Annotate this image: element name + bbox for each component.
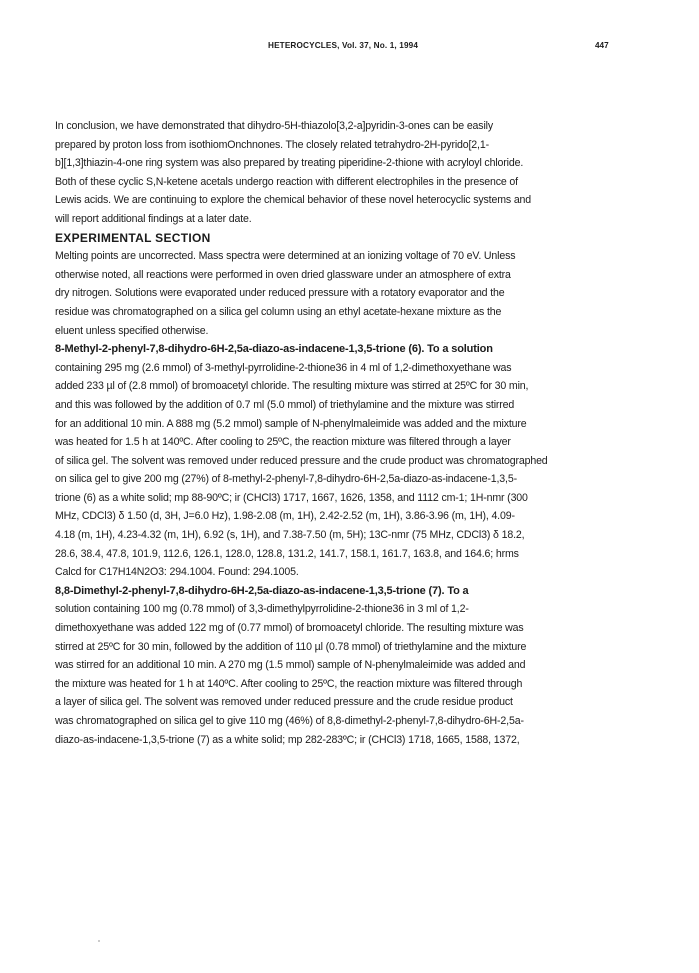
text-line: diazo-as-indacene-1,3,5-trione (7) as a white solid; mp 282-283ºC; ir (CHCl3) 1718, 1665, 1588, 1372,: [55, 733, 520, 746]
text-line: stirred at 25ºC for 30 min, followed by the addition of 110 µl (0.78 mmol) of triethylamine and the mixture: [55, 640, 527, 653]
text-line: Lewis acids. We are continuing to explore the chemical behavior of these novel heterocyclic systems and: [55, 194, 532, 207]
text-line: was chromatographed on silica gel to give 110 mg (46%) of 8,8-dimethyl-2-phenyl-7,8-dihydro-6H-2,5a-: [55, 715, 524, 727]
text-line: In conclusion, we have demonstrated that dihydro-5H-thiazolo[3,2-a]pyridin-3-ones can be easily: [55, 120, 494, 132]
text-line: of silica gel. The solvent was removed under reduced pressure and the crude product was chromatographed: [55, 454, 548, 467]
compound-7-title-line: 8,8-Dimethyl-2-phenyl-7,8-dihydro-6H-2,5a-diazo-as-indacene-1,3,5-trione (7). To a: [55, 584, 469, 597]
text-line: for an additional 10 min. A 888 mg (5.2 mmol) sample of N-phenylmaleimide was added and the mixture: [55, 417, 527, 430]
text-line: Both of these cyclic S,N-ketene acetals undergo reaction with different electrophiles in the presence of: [55, 175, 518, 188]
text-line: will report additional findings at a later date.: [55, 212, 252, 225]
article-body: [55, 117, 635, 749]
text-line: was stirred for an additional 10 min. A 270 mg (1.5 mmol) sample of N-phenylmaleimide was added and: [55, 659, 526, 672]
text-line: on silica gel to give 200 mg (27%) of 8-methyl-2-phenyl-7,8-dihydro-6H-2,5a-diazo-as-indacene-1,3,5-: [55, 473, 517, 486]
journal-citation: HETEROCYCLES, Vol. 37, No. 1, 1994: [268, 41, 419, 50]
text-line: eluent unless specified otherwise.: [55, 324, 209, 337]
text-line: solution containing 100 mg (0.78 mmol) of 3,3-dimethylpyrrolidine-2-thione36 in 3 ml of 1,2-: [55, 603, 469, 616]
text-line: dimethoxyethane was added 122 mg of (0.77 mmol) of bromoacetyl chloride. The resulting mixture was: [55, 622, 524, 635]
compound-6-title-line: 8-Methyl-2-phenyl-7,8-dihydro-6H-2,5a-diazo-as-indacene-1,3,5-trione (6). To a solution: [55, 343, 493, 356]
text-line: 28.6, 38.4, 47.8, 101.9, 112.6, 126.1, 128.0, 128.8, 131.2, 141.7, 158.1, 161.7, 163.8, and 164.6; hrms: [55, 547, 519, 560]
text-line: b][1,3]thiazin-4-one ring system was also prepared by treating piperidine-2-thione with acryloyl chloride.: [55, 157, 524, 170]
text-line: MHz, CDCl3) δ 1.50 (d, 3H, J=6.0 Hz), 1.98-2.08 (m, 1H), 2.42-2.52 (m, 1H), 3.86-3.96 (m, 1H), 4.09-: [55, 510, 515, 523]
text-line: was heated for 1.5 h at 140ºC. After cooling to 25ºC, the reaction mixture was filtered through a layer: [55, 436, 511, 449]
text-line: Melting points are uncorrected. Mass spectra were determined at an ionizing voltage of 70 eV. Unless: [55, 250, 516, 263]
text-line: the mixture was heated for 1 h at 140ºC. After cooling to 25ºC, the reaction mixture was filtered through: [55, 677, 523, 690]
section-heading: EXPERIMENTAL SECTION: [55, 230, 211, 245]
text-line: and this was followed by the addition of 0.7 ml (5.0 mmol) of triethylamine and the mixture was stirred: [55, 398, 515, 411]
text-line: residue was chromatographed on a silica gel column using an ethyl acetate-hexane mixture as the: [55, 305, 502, 318]
text-line: a layer of silica gel. The solvent was removed under reduced pressure and the crude residue product: [55, 696, 513, 709]
scan-speck: [98, 940, 100, 942]
text-line: containing 295 mg (2.6 mmol) of 3-methyl-pyrrolidine-2-thione36 in 4 ml of 1,2-dimethoxyethane was: [55, 361, 512, 374]
text-line: Calcd for C17H14N2O3: 294.1004. Found: 294.1005.: [55, 566, 299, 579]
text-line: 4.18 (m, 1H), 4.23-4.32 (m, 1H), 6.92 (s, 1H), and 7.38-7.50 (m, 5H); 13C-nmr (75 MHz, CDCl3) δ 18.2,: [55, 529, 525, 542]
text-line: prepared by proton loss from isothiomOnchnones. The closely related tetrahydro-2H-pyrido[2,1-: [55, 138, 489, 151]
page-number: 447: [595, 41, 609, 50]
running-header: [0, 41, 699, 57]
text-line: added 233 µl of (2.8 mmol) of bromoacetyl chloride. The resulting mixture was stirred at 25ºC for 30 min,: [55, 380, 529, 393]
text-line: dry nitrogen. Solutions were evaporated under reduced pressure with a rotatory evaporator and the: [55, 287, 505, 300]
text-line: otherwise noted, all reactions were performed in oven dried glassware under an atmosphere of extra: [55, 268, 511, 281]
text-line: trione (6) as a white solid; mp 88-90ºC; ir (CHCl3) 1717, 1667, 1626, 1358, and 1112 cm-1; 1H-nmr (300: [55, 491, 528, 504]
